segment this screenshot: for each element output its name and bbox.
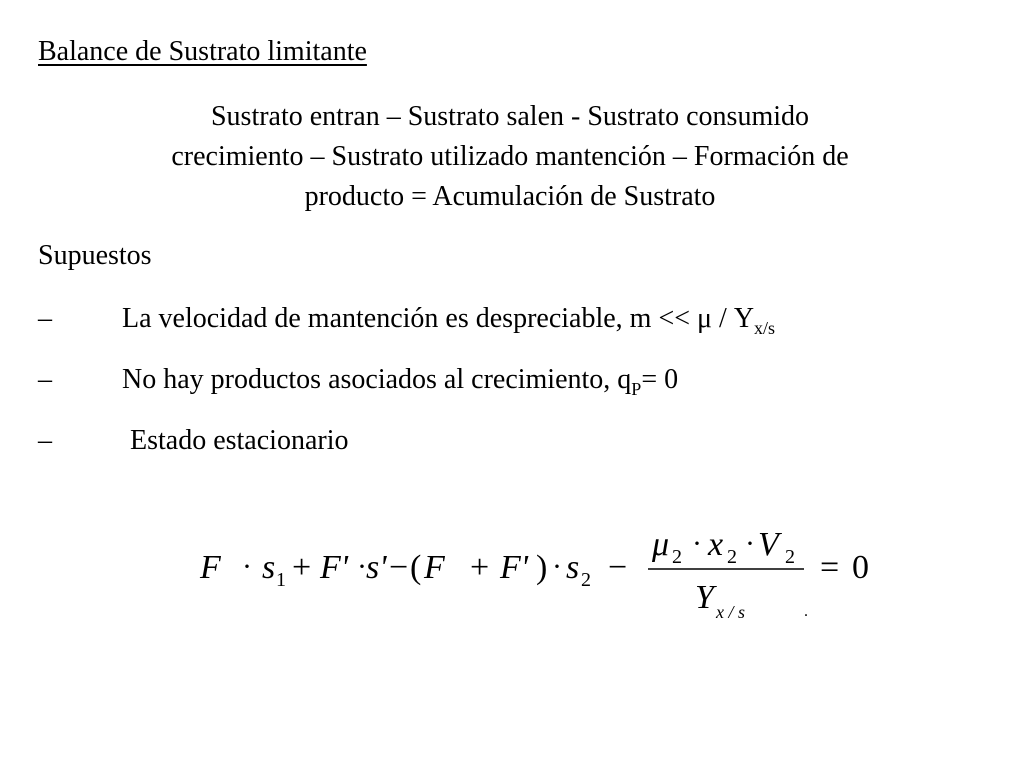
- eq-lparen: (: [410, 549, 422, 586]
- eq-sub-xs: x / s: [716, 602, 745, 622]
- statement-line-1: Sustrato entran – Sustrato salen - Sustrato consumido: [210, 101, 810, 132]
- balance-statement: [30, 97, 990, 217]
- eq-sub-1: 1: [276, 569, 286, 591]
- eq-x: x: [708, 526, 724, 563]
- eq-Fprime: F': [500, 549, 529, 586]
- assumption-main-text: La velocidad de mantención es despreciable, m << μ / Y: [122, 303, 755, 334]
- eq-Y: Y: [695, 579, 714, 616]
- assumption-item-steady-state: [38, 425, 998, 465]
- assumption-item-products: [38, 364, 998, 404]
- substrate-balance-equation: [200, 520, 900, 630]
- eq-minus: −: [389, 549, 409, 586]
- eq-s: s: [566, 549, 580, 586]
- eq-sub-2: 2: [581, 569, 591, 591]
- assumption-text: [122, 364, 679, 399]
- eq-zero: 0: [852, 549, 869, 586]
- assumption-subscript: P: [631, 379, 642, 399]
- eq-Fprime: F': [320, 549, 349, 586]
- eq-dot: ·: [552, 550, 562, 583]
- eq-rparen: ): [536, 549, 548, 586]
- assumption-main-text: No hay productos asociados al crecimiento, q: [122, 364, 632, 395]
- eq-mu: μ: [652, 526, 670, 563]
- assumption-text: Estado estacionario: [130, 425, 349, 456]
- eq-F: F: [424, 549, 445, 586]
- bullet-dash: –: [38, 425, 52, 456]
- assumptions-label: Supuestos: [38, 240, 152, 271]
- eq-sprime: s': [366, 549, 387, 586]
- assumption-item-maintenance: [38, 303, 998, 343]
- eq-dot: ·: [242, 550, 252, 583]
- statement-line-2: crecimiento – Sustrato utilizado mantención – Formación de: [171, 141, 849, 172]
- slide-heading: Balance de Sustrato limitante: [38, 36, 367, 67]
- eq-minus: −: [608, 549, 628, 586]
- bullet-dash: –: [38, 303, 52, 334]
- assumption-subscript: x/s: [754, 318, 776, 338]
- eq-V: V: [758, 526, 779, 563]
- eq-s: s: [262, 549, 276, 586]
- assumption-tail: = 0: [641, 364, 679, 395]
- equation-svg: [200, 520, 900, 630]
- eq-dot: ·: [745, 527, 755, 560]
- eq-sub-2: 2: [727, 546, 737, 568]
- eq-F: F: [200, 549, 221, 586]
- bullet-dash: –: [38, 364, 52, 395]
- eq-equals: =: [820, 549, 840, 586]
- eq-plus: +: [292, 549, 312, 586]
- eq-sub-2: 2: [785, 546, 795, 568]
- eq-dot: ·: [357, 550, 367, 583]
- eq-dot: ·: [692, 527, 702, 560]
- statement-line-3: producto = Acumulación de Sustrato: [304, 181, 716, 212]
- eq-sub-2: 2: [672, 546, 682, 568]
- eq-period: .: [804, 603, 808, 620]
- eq-plus: +: [470, 549, 490, 586]
- assumption-text: [122, 303, 776, 338]
